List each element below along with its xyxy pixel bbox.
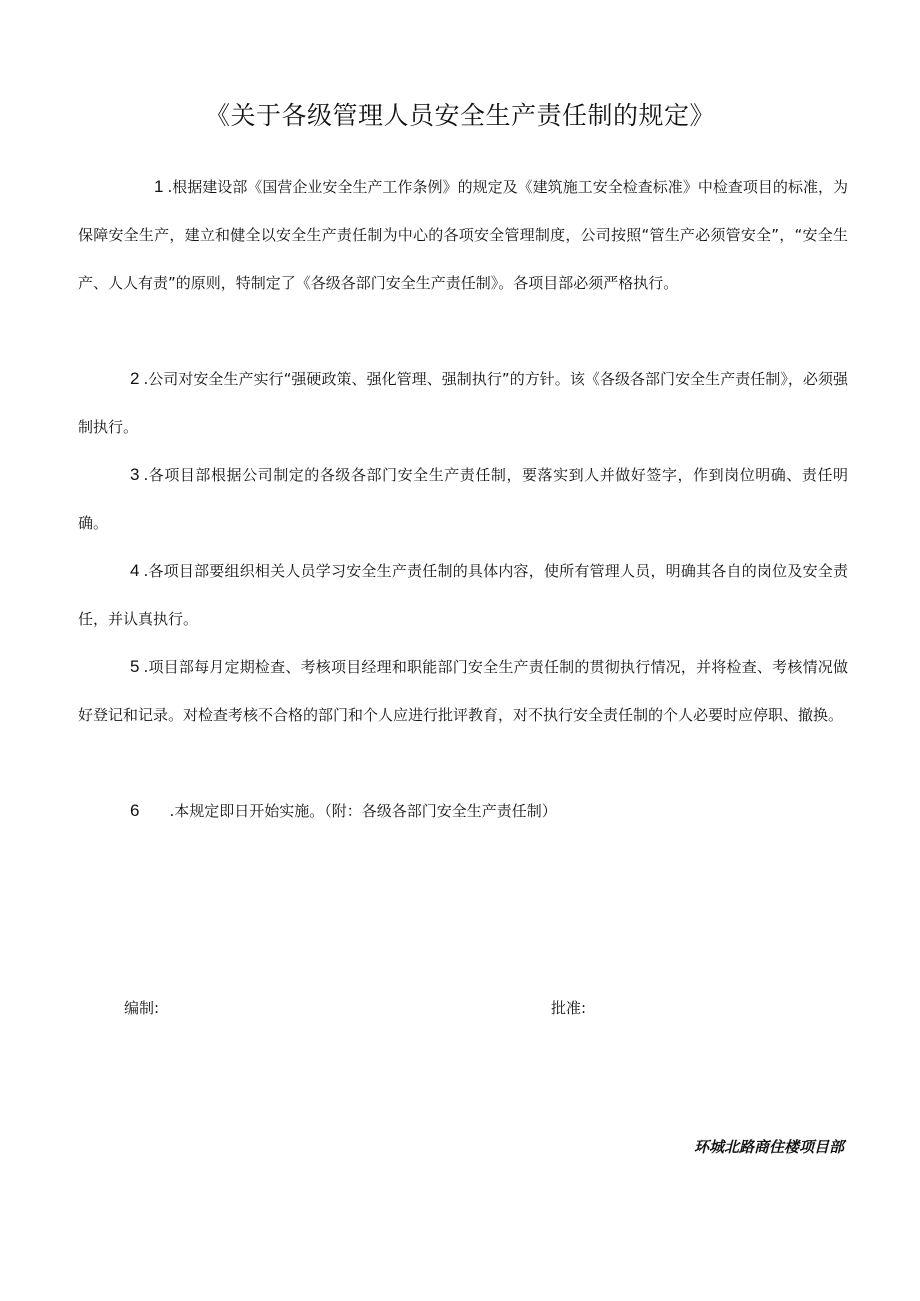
paragraph-3 <box>78 451 848 547</box>
organization-name: 环城北路商住楼项目部 <box>693 1138 844 1156</box>
document-title: 《关于各级管理人员安全生产责任制的规定》 <box>204 101 715 130</box>
paragraph-number: 5 <box>130 657 140 676</box>
paragraph-text: .各项目部要组织相关人员学习安全生产责任制的具体内容，使所有管理人员，明确其各自的岗位及安全责任，并认真执行。 <box>78 562 848 628</box>
paragraph-number: 2 <box>130 369 140 388</box>
paragraph-4 <box>78 547 848 643</box>
paragraph-text: .根据建设部《国营企业安全生产工作条例》的规定及《建筑施工安全检查标准》中检查项目的标准，为保障安全生产，建立和健全以安全生产责任制为中心的各项安全管理制度，公司按照“管生产必须管安全”，“安全生产、人人有责”的原则，特制定了《各级各部门安全生产责任制》。各项目部必须严格执行。 <box>78 178 848 292</box>
paragraph-text: .公司对安全生产实行“强硬政策、强化管理、强制执行”的方针。该《各级各部门安全生产责任制》，必须强制执行。 <box>78 370 848 436</box>
paragraph-text: .各项目部根据公司制定的各级各部门安全生产责任制，要落实到人并做好签字，作到岗位明确、责任明确。 <box>78 466 848 532</box>
approved-by-label: 批准: <box>551 999 587 1017</box>
paragraph-text: .项目部每月定期检查、考核项目经理和职能部门安全生产责任制的贯彻执行情况，并将检查、考核情况做好登记和记录。对检查考核不合格的部门和个人应进行批评教育，对不执行安全责任制的个人必要时应停职、撤换。 <box>78 658 848 724</box>
paragraph-text: .本规定即日开始实施。（附：各级各部门安全生产责任制） <box>169 802 557 820</box>
paragraph-5 <box>78 643 848 739</box>
paragraph-6 <box>78 787 848 835</box>
paragraph-number: 1 <box>154 177 164 196</box>
paragraph-1 <box>78 163 848 307</box>
paragraph-number: 3 <box>130 465 140 484</box>
paragraph-2 <box>78 355 848 451</box>
prepared-by-label: 编制: <box>124 999 160 1017</box>
paragraph-number: 6 <box>130 801 140 820</box>
paragraph-number: 4 <box>130 561 140 580</box>
